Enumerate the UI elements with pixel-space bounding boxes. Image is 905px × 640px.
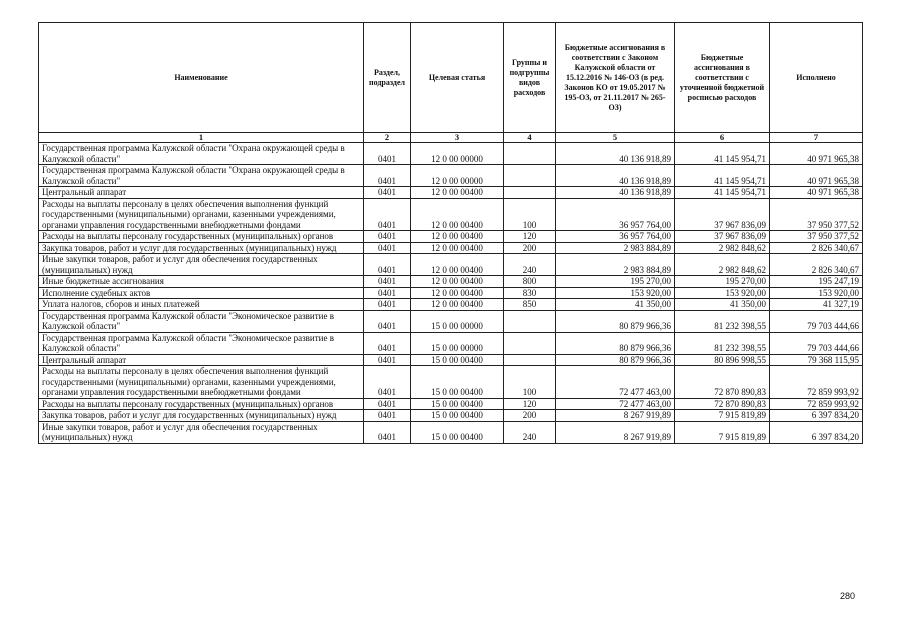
row-refined: 41 145 954,71	[675, 187, 770, 199]
row-group	[504, 165, 556, 187]
row-budget: 195 270,00	[556, 276, 675, 288]
table-body	[39, 143, 863, 444]
table-row	[39, 354, 863, 366]
header-name: Наименование	[39, 23, 364, 133]
row-executed: 195 247,19	[770, 276, 863, 288]
table-row	[39, 398, 863, 410]
row-article: 12 0 00 00400	[411, 198, 504, 231]
row-article: 15 0 00 00400	[411, 366, 504, 399]
row-budget: 2 983 884,89	[556, 254, 675, 276]
row-budget: 72 477 463,00	[556, 398, 675, 410]
table-row	[39, 254, 863, 276]
row-article: 15 0 00 00000	[411, 310, 504, 332]
row-budget: 8 267 919,89	[556, 410, 675, 422]
row-budget: 72 477 463,00	[556, 366, 675, 399]
row-budget: 36 957 764,00	[556, 198, 675, 231]
row-executed: 6 397 834,20	[770, 410, 863, 422]
row-group: 240	[504, 421, 556, 443]
row-refined: 41 145 954,71	[675, 165, 770, 187]
column-number: 2	[364, 133, 411, 143]
column-number: 1	[39, 133, 364, 143]
table-row	[39, 310, 863, 332]
row-article: 12 0 00 00400	[411, 187, 504, 199]
table-row	[39, 410, 863, 422]
row-refined: 80 896 998,55	[675, 354, 770, 366]
column-number: 5	[556, 133, 675, 143]
column-number: 6	[675, 133, 770, 143]
row-executed: 41 327,19	[770, 299, 863, 311]
row-section: 0401	[364, 332, 411, 354]
row-refined: 153 920,00	[675, 287, 770, 299]
row-budget: 40 136 918,89	[556, 187, 675, 199]
row-name: Государственная программа Калужской области "Экономическое развитие в Калужской области"	[39, 310, 364, 332]
row-budget: 2 983 884,89	[556, 242, 675, 254]
row-group: 800	[504, 276, 556, 288]
row-name: Иные закупки товаров, работ и услуг для обеспечения государственных (муниципальных) нужд	[39, 421, 364, 443]
table-row	[39, 143, 863, 165]
row-refined: 2 982 848,62	[675, 242, 770, 254]
column-number: 4	[504, 133, 556, 143]
row-article: 12 0 00 00400	[411, 242, 504, 254]
row-budget: 36 957 764,00	[556, 231, 675, 243]
column-number-row	[39, 133, 863, 143]
row-section: 0401	[364, 165, 411, 187]
table-row	[39, 242, 863, 254]
row-budget: 80 879 966,36	[556, 332, 675, 354]
row-section: 0401	[364, 198, 411, 231]
row-executed: 6 397 834,20	[770, 421, 863, 443]
row-name: Государственная программа Калужской области "Охрана окружающей среды в Калужской области"	[39, 165, 364, 187]
row-group: 120	[504, 398, 556, 410]
column-number: 3	[411, 133, 504, 143]
row-executed: 79 703 444,66	[770, 310, 863, 332]
row-group: 240	[504, 254, 556, 276]
row-section: 0401	[364, 310, 411, 332]
row-refined: 37 967 836,09	[675, 198, 770, 231]
row-budget: 80 879 966,36	[556, 310, 675, 332]
row-name: Расходы на выплаты персоналу в целях обеспечения выполнения функций государственными (муниципальными) органами, казенными учреждениями, органами управления государственными внебюджетными фондами	[39, 198, 364, 231]
row-refined: 72 870 890,83	[675, 366, 770, 399]
row-group: 200	[504, 242, 556, 254]
table-row	[39, 231, 863, 243]
header-executed: Исполнено	[770, 23, 863, 133]
row-executed: 2 826 340,67	[770, 242, 863, 254]
row-section: 0401	[364, 398, 411, 410]
row-executed: 72 859 993,92	[770, 366, 863, 399]
page-number: 280	[840, 591, 856, 601]
row-article: 15 0 00 00400	[411, 354, 504, 366]
header-section: Раздел, подраздел	[364, 23, 411, 133]
row-section: 0401	[364, 366, 411, 399]
row-article: 15 0 00 00000	[411, 332, 504, 354]
table-row	[39, 276, 863, 288]
row-executed: 40 971 965,38	[770, 187, 863, 199]
row-group: 100	[504, 366, 556, 399]
row-name: Расходы на выплаты персоналу в целях обеспечения выполнения функций государственными (муниципальными) органами, казенными учреждениями, органами управления государственными внебюджетными фондами	[39, 366, 364, 399]
row-name: Закупка товаров, работ и услуг для государственных (муниципальных) нужд	[39, 242, 364, 254]
row-section: 0401	[364, 231, 411, 243]
row-executed: 40 971 965,38	[770, 165, 863, 187]
row-name: Уплата налогов, сборов и иных платежей	[39, 299, 364, 311]
row-section: 0401	[364, 299, 411, 311]
row-budget: 40 136 918,89	[556, 165, 675, 187]
row-article: 12 0 00 00400	[411, 254, 504, 276]
row-refined: 37 967 836,09	[675, 231, 770, 243]
row-refined: 7 915 819,89	[675, 421, 770, 443]
column-number: 7	[770, 133, 863, 143]
row-article: 12 0 00 00400	[411, 287, 504, 299]
row-executed: 79 703 444,66	[770, 332, 863, 354]
row-budget: 40 136 918,89	[556, 143, 675, 165]
row-group: 100	[504, 198, 556, 231]
row-name: Исполнение судебных актов	[39, 287, 364, 299]
row-budget: 41 350,00	[556, 299, 675, 311]
row-name: Расходы на выплаты персоналу государственных (муниципальных) органов	[39, 398, 364, 410]
header-article: Целевая статья	[411, 23, 504, 133]
row-article: 12 0 00 00000	[411, 143, 504, 165]
row-budget: 153 920,00	[556, 287, 675, 299]
row-article: 12 0 00 00400	[411, 231, 504, 243]
row-name: Центральный аппарат	[39, 187, 364, 199]
row-name: Расходы на выплаты персоналу государственных (муниципальных) органов	[39, 231, 364, 243]
row-refined: 81 232 398,55	[675, 332, 770, 354]
row-section: 0401	[364, 242, 411, 254]
row-refined: 81 232 398,55	[675, 310, 770, 332]
row-budget: 8 267 919,89	[556, 421, 675, 443]
row-executed: 37 950 377,52	[770, 231, 863, 243]
row-section: 0401	[364, 354, 411, 366]
row-article: 12 0 00 00400	[411, 299, 504, 311]
table-row	[39, 421, 863, 443]
row-executed: 153 920,00	[770, 287, 863, 299]
row-refined: 72 870 890,83	[675, 398, 770, 410]
row-group	[504, 332, 556, 354]
row-article: 15 0 00 00400	[411, 398, 504, 410]
row-group: 830	[504, 287, 556, 299]
row-group	[504, 354, 556, 366]
row-name: Государственная программа Калужской области "Экономическое развитие в Калужской области"	[39, 332, 364, 354]
row-name: Центральный аппарат	[39, 354, 364, 366]
budget-table	[38, 22, 863, 444]
row-executed: 79 368 115,95	[770, 354, 863, 366]
row-refined: 7 915 819,89	[675, 410, 770, 422]
row-article: 15 0 00 00400	[411, 410, 504, 422]
row-executed: 40 971 965,38	[770, 143, 863, 165]
row-section: 0401	[364, 421, 411, 443]
row-group: 200	[504, 410, 556, 422]
row-name: Государственная программа Калужской области "Охрана окружающей среды в Калужской области"	[39, 143, 364, 165]
row-budget: 80 879 966,36	[556, 354, 675, 366]
header-budget: Бюджетные ассигнования в соответствии с Законом Калужской области от 15.12.2016 № 146-ОЗ (в ред. Законов КО от 19.05.2017 № 195-ОЗ, от 21.11.2017 № 265-ОЗ)	[556, 23, 675, 133]
row-name: Закупка товаров, работ и услуг для государственных (муниципальных) нужд	[39, 410, 364, 422]
row-executed: 72 859 993,92	[770, 398, 863, 410]
table-row	[39, 366, 863, 399]
row-refined: 195 270,00	[675, 276, 770, 288]
table-row	[39, 287, 863, 299]
row-group: 120	[504, 231, 556, 243]
row-refined: 41 350,00	[675, 299, 770, 311]
row-group	[504, 310, 556, 332]
row-group	[504, 143, 556, 165]
header-row	[39, 23, 863, 133]
row-section: 0401	[364, 254, 411, 276]
row-section: 0401	[364, 276, 411, 288]
table-row	[39, 332, 863, 354]
row-section: 0401	[364, 143, 411, 165]
table-row	[39, 299, 863, 311]
table-row	[39, 198, 863, 231]
row-name: Иные закупки товаров, работ и услуг для обеспечения государственных (муниципальных) нужд	[39, 254, 364, 276]
row-article: 15 0 00 00400	[411, 421, 504, 443]
row-refined: 41 145 954,71	[675, 143, 770, 165]
row-refined: 2 982 848,62	[675, 254, 770, 276]
row-executed: 37 950 377,52	[770, 198, 863, 231]
table-row	[39, 187, 863, 199]
row-executed: 2 826 340,67	[770, 254, 863, 276]
row-group	[504, 187, 556, 199]
row-name: Иные бюджетные ассигнования	[39, 276, 364, 288]
row-section: 0401	[364, 187, 411, 199]
row-article: 12 0 00 00400	[411, 276, 504, 288]
row-section: 0401	[364, 410, 411, 422]
row-group: 850	[504, 299, 556, 311]
header-group: Группы и подгруппы видов расходов	[504, 23, 556, 133]
table-row	[39, 165, 863, 187]
row-article: 12 0 00 00000	[411, 165, 504, 187]
header-refined: Бюджетные ассигнования в соответствии с уточненной бюджетной росписью расходов	[675, 23, 770, 133]
row-section: 0401	[364, 287, 411, 299]
